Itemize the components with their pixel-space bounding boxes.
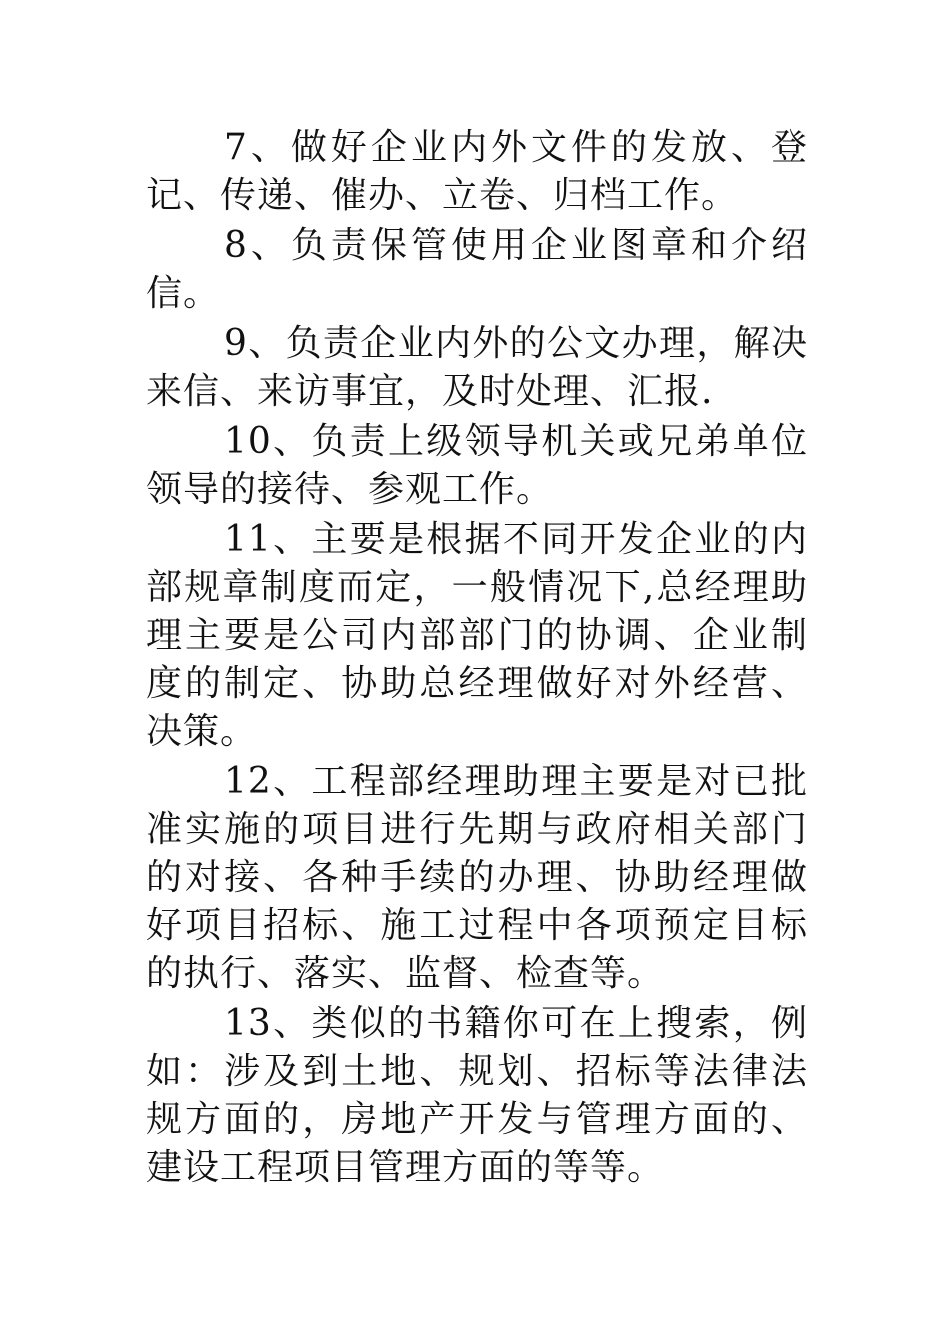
document-body <box>146 124 808 1194</box>
paragraph-item-9: 9、负责企业内外的公文办理，解决来信、来访事宜，及时处理、汇报. <box>146 323 808 412</box>
paragraph-item-13: 13、类似的书籍你可在上搜索，例如：涉及到土地、规划、招标等法律法规方面的，房地产开发与管理方面的、建设工程项目管理方面的等等。 <box>146 1003 808 1188</box>
paragraph-item-11: 11、主要是根据不同开发企业的内部规章制度而定，一般情况下,总经理助理主要是公司内部部门的协调、企业制度的制定、协助总经理做好对外经营、决策。 <box>146 519 808 752</box>
paragraph-item-7: 7、做好企业内外文件的发放、登记、传递、催办、立卷、归档工作。 <box>146 127 808 216</box>
paragraph-item-10: 10、负责上级领导机关或兄弟单位领导的接待、参观工作。 <box>146 421 808 510</box>
paragraph-item-8: 8、负责保管使用企业图章和介绍信。 <box>146 225 808 314</box>
paragraph-item-12: 12、工程部经理助理主要是对已批准实施的项目进行先期与政府相关部门的对接、各种手续的办理、协助经理做好项目招标、施工过程中各项预定目标的执行、落实、监督、检查等。 <box>146 761 808 994</box>
